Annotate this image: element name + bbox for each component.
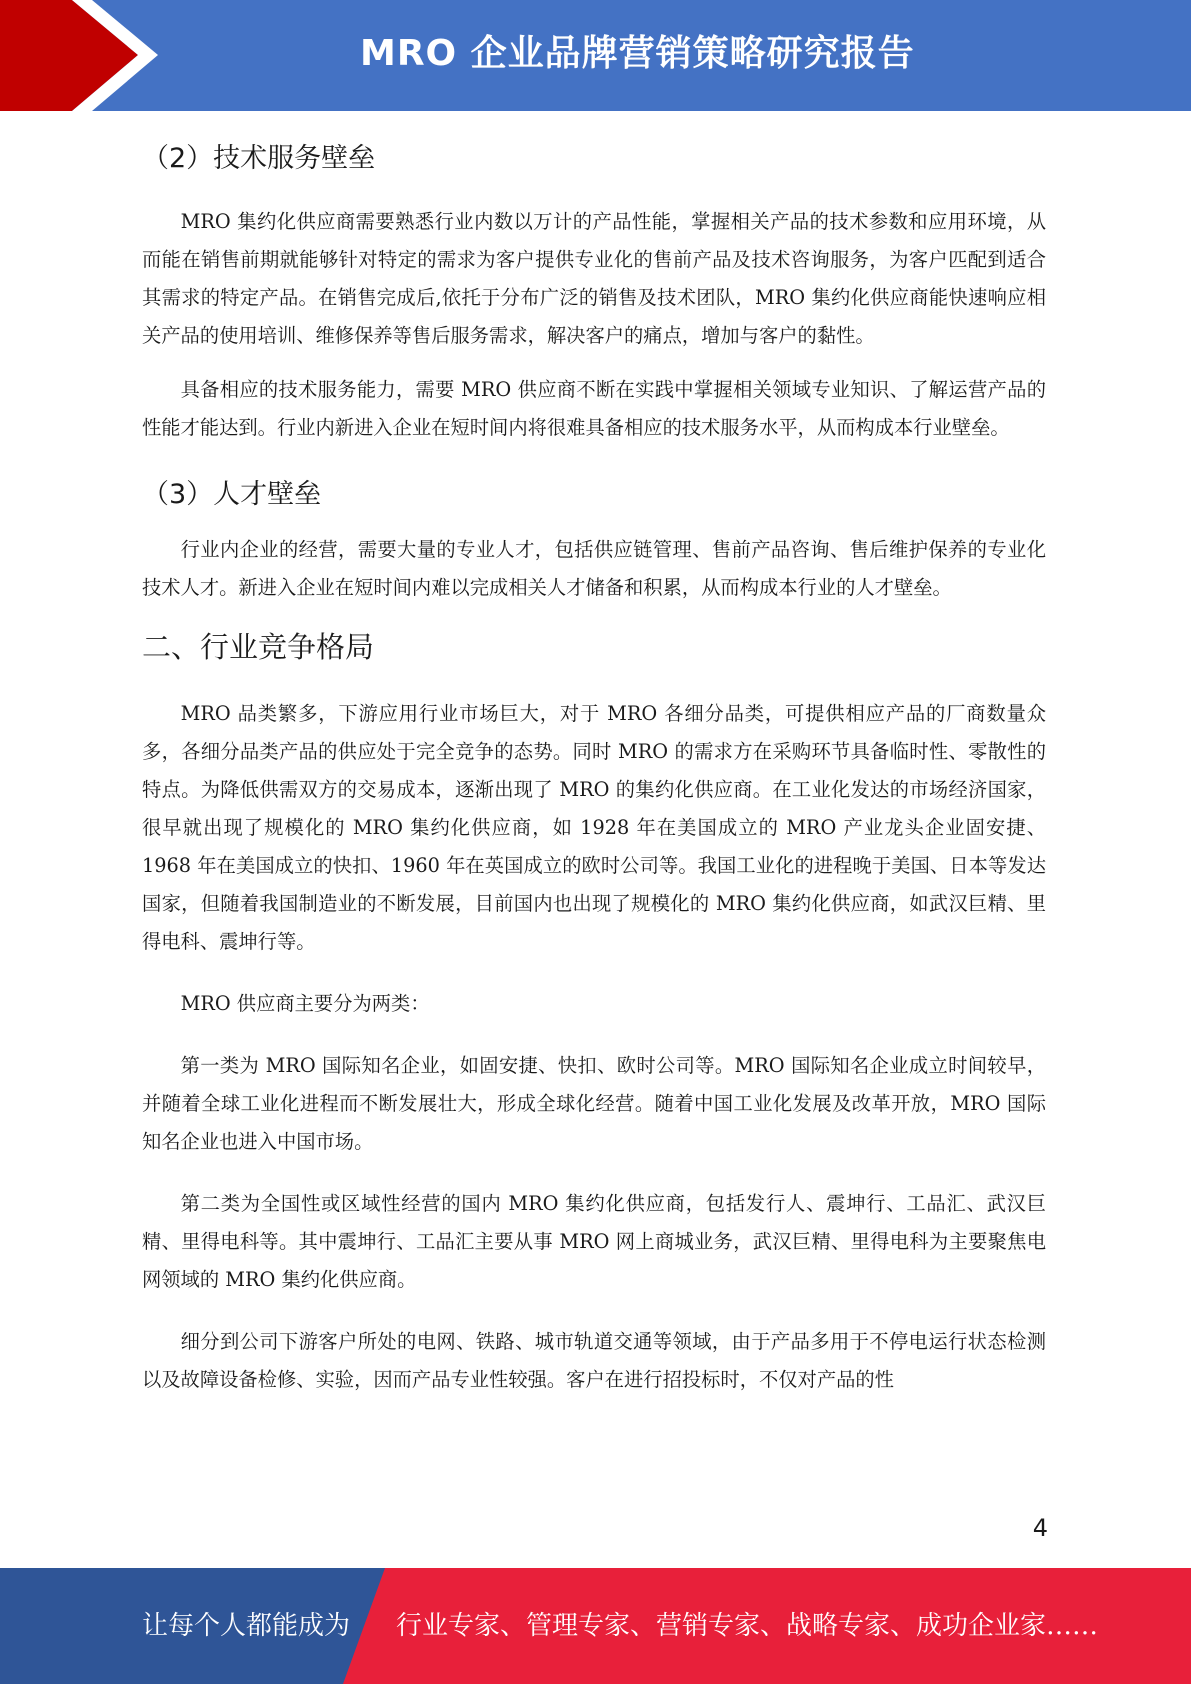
paragraph: 行业内企业的经营，需要大量的专业人才，包括供应链管理、售前产品咨询、售后维护保养的专业化技术人才。新进入企业在短时间内难以完成相关人才储备和积累，从而构成本行业的人才壁垒。: [142, 538, 1046, 599]
document-body: [142, 111, 1046, 1399]
page-header: [0, 0, 1191, 111]
paragraph: 细分到公司下游客户所处的电网、铁路、城市轨道交通等领域，由于产品多用于不停电运行状态检测以及故障设备检修、实验，因而产品专业性较强。客户在进行招投标时，不仅对产品的性: [142, 1330, 1046, 1391]
section-heading-talent-barrier: （3）人才壁垒: [142, 479, 322, 510]
section-heading-competition: 二、行业竞争格局: [142, 630, 375, 664]
footer-slogan-left: 让每个人都能成为: [142, 1611, 351, 1641]
paragraph: MRO 集约化供应商需要熟悉行业内数以万计的产品性能，掌握相关产品的技术参数和应用环境，从而能在销售前期就能够针对特定的需求为客户提供专业化的售前产品及技术咨询服务，为客户匹配到适合其需求的特定产品。在销售完成后,依托于分布广泛的销售及技术团队，MRO 集约化供应商能快速响应相关产品的使用培训、维修保养等售后服务需求，解决客户的痛点，增加与客户的黏性。: [142, 210, 1046, 347]
footer-slogan-right: 行业专家、管理专家、营销专家、战略专家、成功企业家……: [396, 1611, 1099, 1641]
paragraph: 第二类为全国性或区域性经营的国内 MRO 集约化供应商，包括发行人、震坤行、工品汇、武汉巨精、里得电科等。其中震坤行、工品汇主要从事 MRO 网上商城业务，武汉巨精、里得电科为主要聚焦电网领域的 MRO 集约化供应商。: [142, 1192, 1046, 1291]
page-number: 4: [1032, 1514, 1048, 1542]
report-title: MRO 企业品牌营销策略研究报告: [360, 33, 915, 74]
paragraph: MRO 品类繁多，下游应用行业市场巨大，对于 MRO 各细分品类，可提供相应产品的厂商数量众多，各细分品类产品的供应处于完全竞争的态势。同时 MRO 的需求方在采购环节具备临时性、零散性的特点。为降低供需双方的交易成本，逐渐出现了 MRO 的集约化供应商。在工业化发达的市场经济国家，很早就出现了规模化的 MRO 集约化供应商，如 1928 年在美国成立的 MRO 产业龙头企业固安捷、1968 年在美国成立的快扣、1960 年在英国成立的欧时公司等。我国工业化的进程晚于美国、日本等发达国家，但随着我国制造业的不断发展，目前国内也出现了规模化的 MRO 集约化供应商，如武汉巨精、里得电科、震坤行等。: [142, 702, 1046, 953]
paragraph: MRO 供应商主要分为两类：: [180, 992, 430, 1015]
paragraph: 第一类为 MRO 国际知名企业，如固安捷、快扣、欧时公司等。MRO 国际知名企业成立时间较早，并随着全球工业化进程而不断发展壮大，形成全球化经营。随着中国工业化发展及改革开放，MRO 国际知名企业也进入中国市场。: [142, 1054, 1046, 1153]
paragraph: 具备相应的技术服务能力，需要 MRO 供应商不断在实践中掌握相关领域专业知识、了解运营产品的性能才能达到。行业内新进入企业在短时间内将很难具备相应的技术服务水平，从而构成本行业壁垒。: [142, 378, 1046, 439]
section-heading-tech-barrier: （2）技术服务壁垒: [142, 143, 376, 174]
page-footer: [0, 1568, 1191, 1684]
